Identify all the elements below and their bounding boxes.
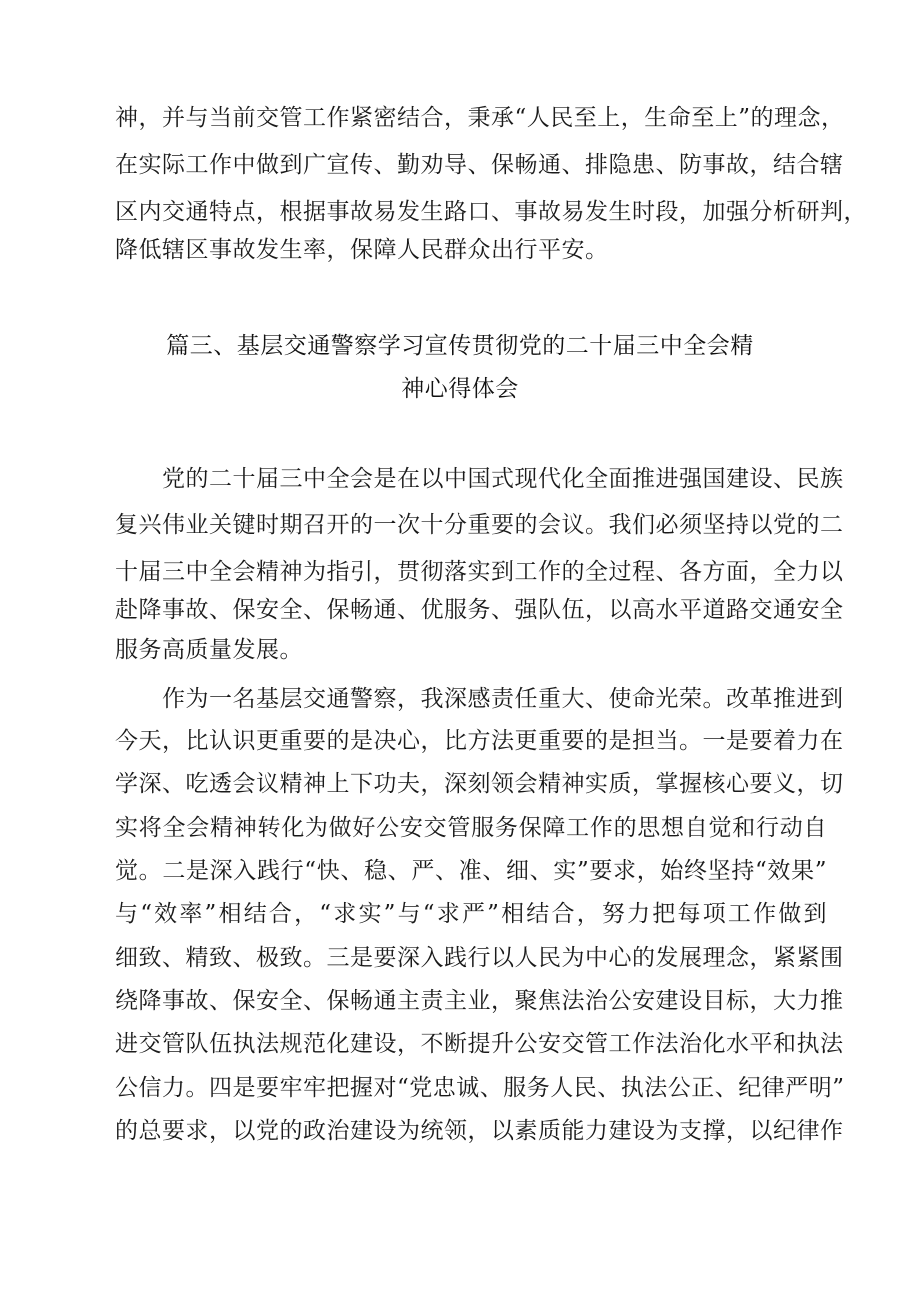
text-line: 降低辖区事故发生率，保障人民群众出行平安。 bbox=[115, 237, 609, 263]
text-line: 细致、精致、极致。三是要深入践行以人民为中心的发展理念，紧紧围 bbox=[115, 945, 844, 971]
section-title-line-1: 篇三、基层交通警察学习宣传贯彻党的二十届三中全会精 bbox=[166, 333, 754, 359]
text-line: 今天，比认识更重要的是决心，比方法更重要的是担当。一是要着力在 bbox=[115, 728, 844, 754]
text-line: 实将全会精神转化为做好公安交管服务保障工作的思想自觉和行动自 bbox=[115, 815, 827, 841]
text-line: 学深、吃透会议精神上下功夫，深刻领会精神实质，掌握核心要义，切 bbox=[115, 771, 844, 797]
text-line: 公信力。四是要牢牢把握对“党忠诚、服务人民、执法公正、纪律严明” bbox=[115, 1075, 845, 1101]
text-line: 神，并与当前交管工作紧密结合，秉承“人民至上，生命至上”的理念， bbox=[115, 105, 845, 131]
text-line: 区内交通特点，根据事故易发生路口、事故易发生时段，加强分析研判， bbox=[115, 199, 867, 225]
text-line: 觉。二是深入践行“快、稳、严、准、细、实”要求，始终坚持“效果” bbox=[115, 858, 827, 884]
text-line: 赴降事故、保安全、保畅通、优服务、强队伍，以高水平道路交通安全 bbox=[115, 597, 844, 623]
text-line: 在实际工作中做到广宣传、勤劝导、保畅通、排隐患、防事故，结合辖 bbox=[115, 152, 844, 178]
text-line: 绕降事故、保安全、保畅通主责主业，聚焦法治公安建设目标，大力推 bbox=[115, 988, 844, 1014]
text-line: 十届三中全会精神为指引，贯彻落实到工作的全过程、各方面，全力以 bbox=[115, 559, 844, 585]
text-line: 的总要求，以党的政治建设为统领，以素质能力建设为支撑，以纪律作 bbox=[115, 1118, 844, 1144]
text-line: 党的二十届三中全会是在以中国式现代化全面推进强国建设、民族 bbox=[162, 466, 844, 492]
text-line: 复兴伟业关键时期召开的一次十分重要的会议。我们必须坚持以党的二 bbox=[115, 512, 844, 538]
section-title-line-2: 神心得体会 bbox=[401, 376, 519, 402]
text-line: 作为一名基层交通警察，我深感责任重大、使命光荣。改革推进到 bbox=[162, 686, 844, 712]
text-line: 与“效率”相结合，“求实”与“求严”相结合，努力把每项工作做到 bbox=[115, 901, 827, 927]
text-line: 进交管队伍执法规范化建设，不断提升公安交管工作法治化水平和执法 bbox=[115, 1031, 844, 1057]
text-line: 服务高质量发展。 bbox=[115, 637, 303, 663]
